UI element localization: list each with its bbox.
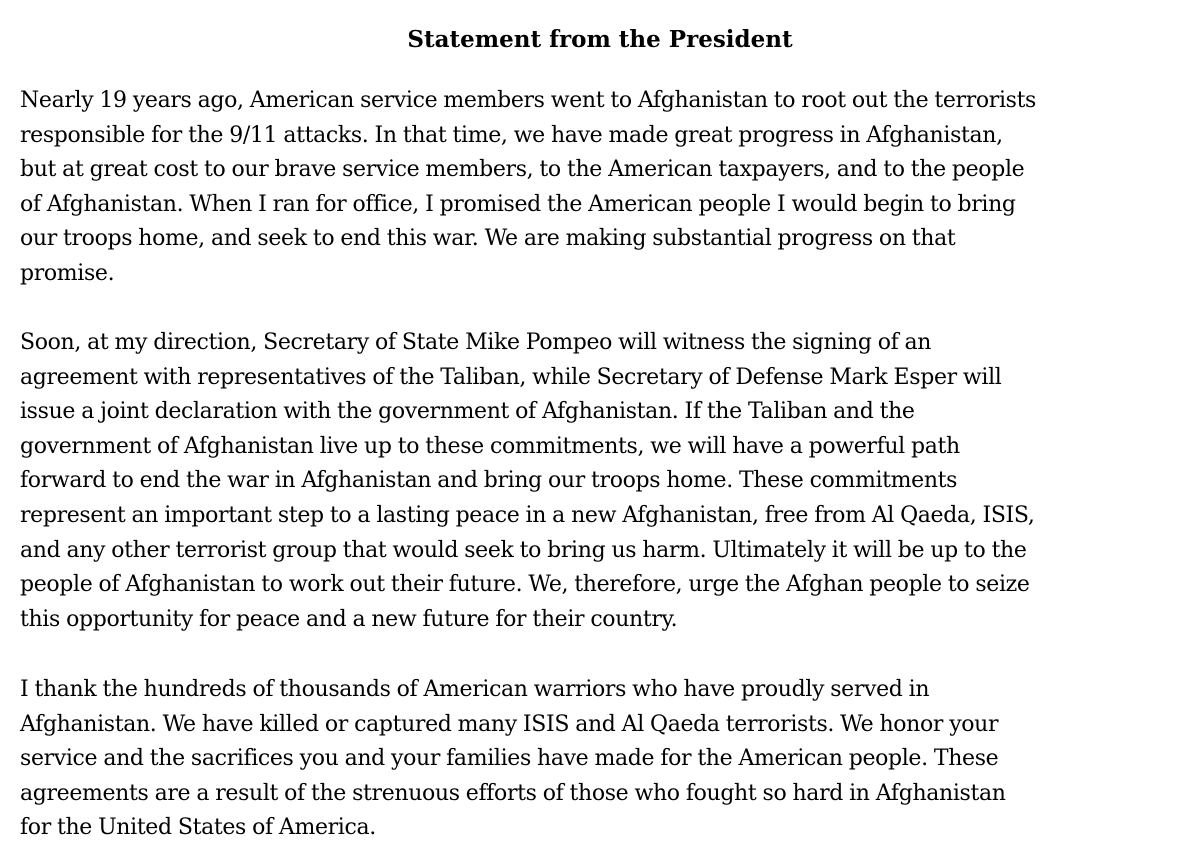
paragraph-line: of Afghanistan. When I ran for office, I promised the American people I would begin to bring — [20, 191, 1016, 217]
paragraph-line: promise. — [20, 260, 115, 286]
paragraph-line: agreements are a result of the strenuous efforts of those who fought so hard in Afghanistan — [20, 780, 1006, 806]
paragraph-line: issue a joint declaration with the government of Afghanistan. If the Taliban and the — [20, 399, 915, 425]
paragraph-1 — [20, 84, 1190, 292]
paragraph-line: and any other terrorist group that would seek to bring us harm. Ultimately it will be up to the — [20, 537, 1027, 563]
paragraph-line: Afghanistan. We have killed or captured many ISIS and Al Qaeda terrorists. We honor your — [20, 711, 999, 737]
paragraph-line: I thank the hundreds of thousands of American warriors who have proudly served in — [20, 677, 930, 702]
paragraph-line: Soon, at my direction, Secretary of State Mike Pompeo will witness the signing of an — [20, 330, 932, 355]
paragraph-line: agreement with representatives of the Taliban, while Secretary of Defense Mark Esper will — [20, 364, 1002, 390]
paragraph-line: our troops home, and seek to end this war. We are making substantial progress on that — [20, 226, 956, 252]
paragraph-line: service and the sacrifices you and your families have made for the American people. These — [20, 746, 999, 772]
paragraph-line: Nearly 19 years ago, American service members went to Afghanistan to root out the terrorists — [20, 88, 1036, 113]
paragraph-line: responsible for the 9/11 attacks. In that time, we have made great progress in Afghanistan, — [20, 122, 1003, 148]
paragraph-line: government of Afghanistan live up to these commitments, we will have a powerful path — [20, 433, 960, 459]
paragraph-3 — [20, 673, 1190, 846]
paragraph-line: people of Afghanistan to work out their future. We, therefore, urge the Afghan people to seize — [20, 572, 1030, 598]
paragraph-line: this opportunity for peace and a new future for their country. — [20, 606, 678, 632]
paragraph-line: forward to end the war in Afghanistan and bring our troops home. These commitments — [20, 468, 958, 494]
paragraph-line: represent an important step to a lasting peace in a new Afghanistan, free from Al Qaeda, ISIS, — [20, 502, 1035, 528]
page-title: Statement from the President — [407, 26, 793, 53]
paragraph-line: for the United States of America. — [20, 815, 376, 841]
paragraph-2 — [20, 326, 1190, 637]
paragraph-line: but at great cost to our brave service members, to the American taxpayers, and to the people — [20, 157, 1025, 183]
